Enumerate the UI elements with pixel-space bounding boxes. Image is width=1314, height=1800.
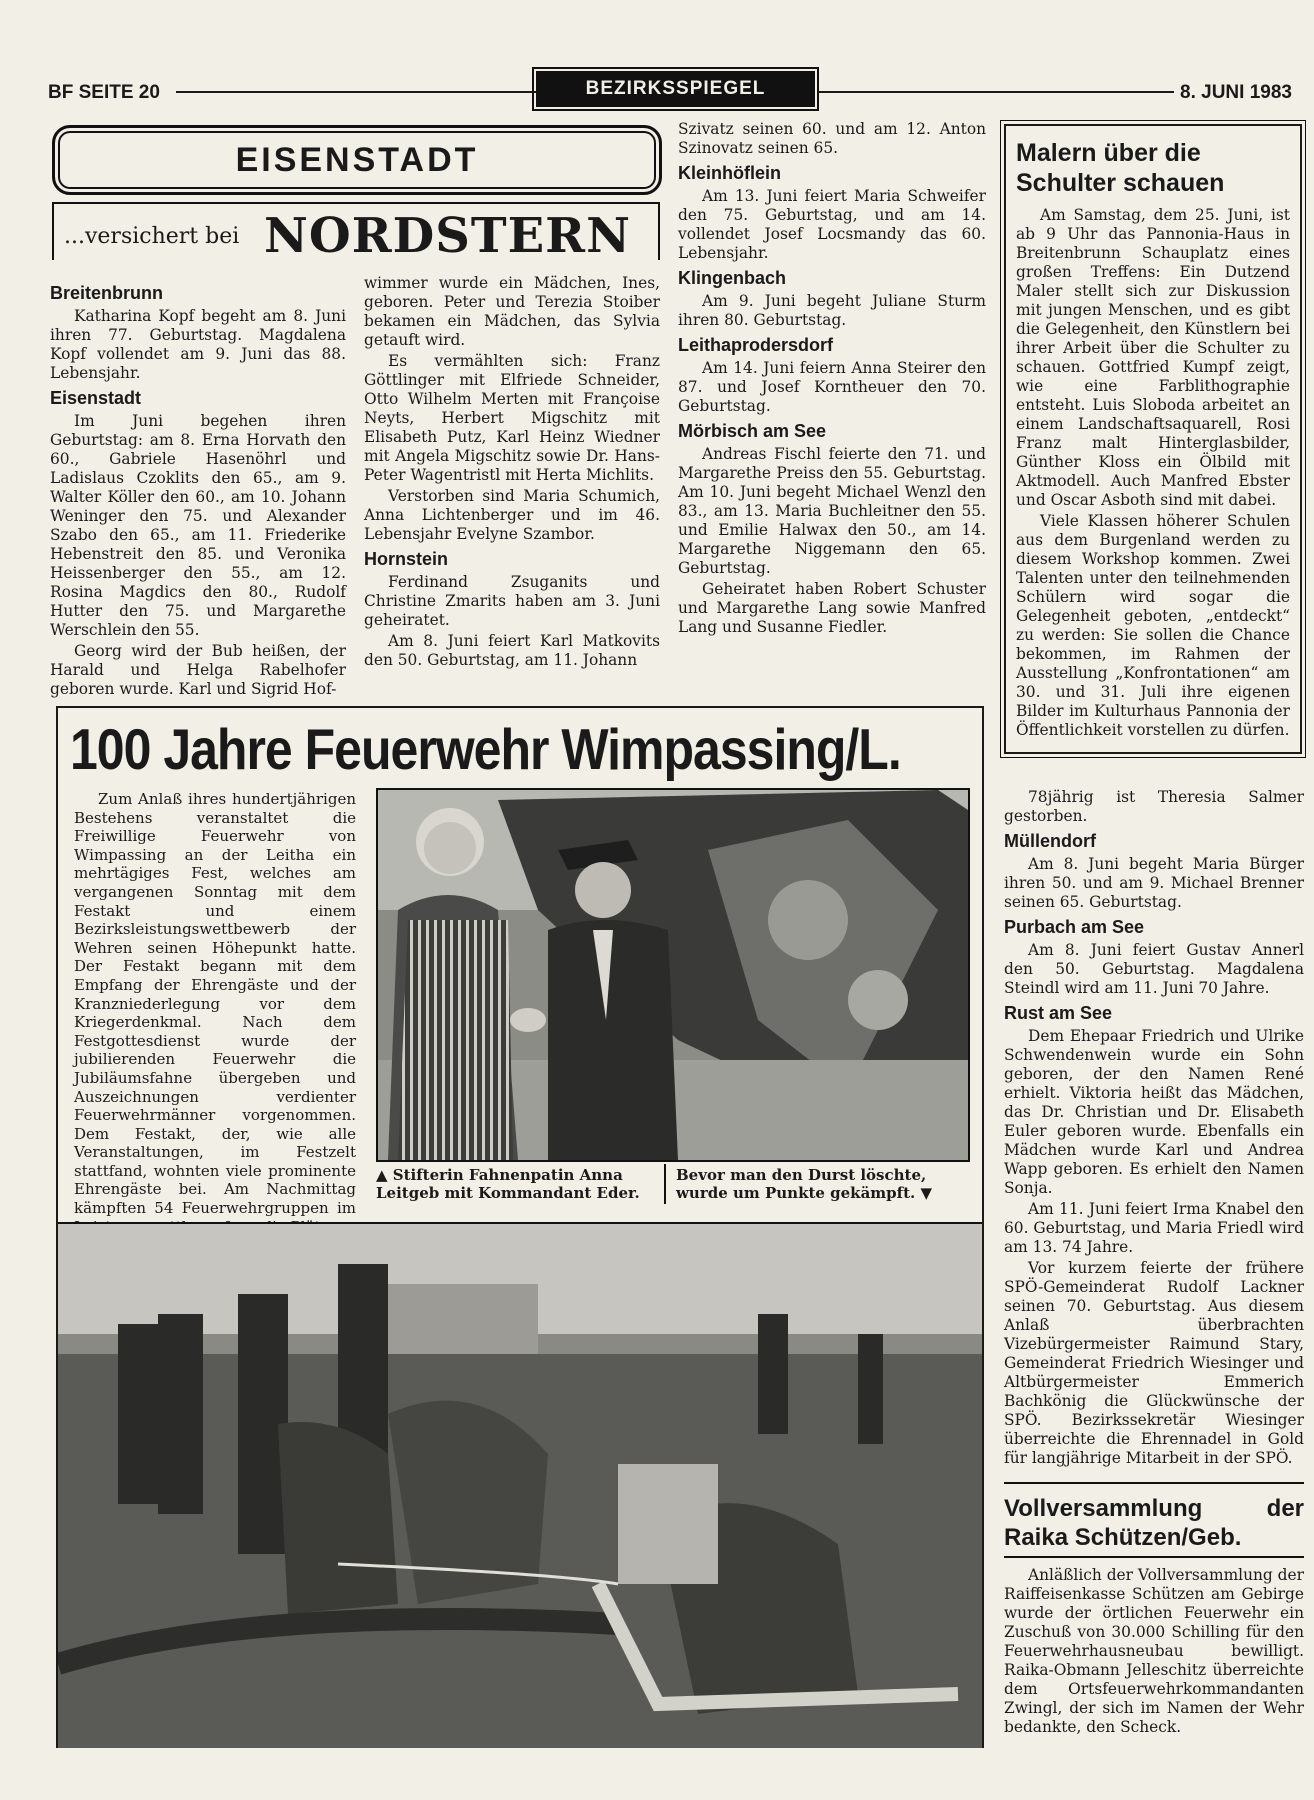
feature-headline: 100 Jahre Feuerwehr Wimpassing/L. (70, 717, 901, 782)
caption-competition: Bevor man den Durst löschte, wurde um Punkte gekämpft. ▼ (676, 1166, 933, 1202)
sidebar-title: Malern über die Schulter schauen (1016, 139, 1225, 197)
photo-competition-image (58, 1224, 982, 1748)
paragraph: Am 8. Juni begeht Maria Bürger ihren 50. und am 9. Michael Brenner seinen 65. Geburtstag. (1004, 855, 1304, 911)
feature-body: Zum Anlaß ihres hundertjährigen Bestehens veranstaltet die Freiwillige Feuerwehr von Wimpassing an der Leitha ein mehrtägiges Fest, welches am vergangenen Sonntag mit dem Festakt und einem Bezirksleistungswettbewerb der Wehren seinen Höhepunkt hatte. Der Festakt begann mit dem Empfang der Ehrengäste und der Kranzniederlegung vor dem Kriegerdenkmal. Nach dem Festgottesdienst wurde der jubilierenden Feuerwehr die Jubiläumsfahne übergeben und Auszeichnungen verdienter Feuerwehrmänner vorgenommen. Dem Festakt, der, wie alle Veranstaltungen, im Festzelt stattfand, wohnten viele prominente Ehrengäste bei. Am Nachmittag kämpften 54 Feuerwehrgruppen im (74, 790, 356, 1218)
section-title-raika: Vollversammlung der Raika Schützen/Geb. (1004, 1495, 1304, 1551)
page-number: BF SEITE 20 (48, 82, 160, 103)
section-banner: BEZIRKSSPIEGEL (536, 71, 815, 107)
header-rule-left (176, 91, 536, 93)
paragraph: 78jährig ist Theresia Salmer gestorben. (1004, 788, 1304, 825)
paragraph: Szivatz seinen 60. und am 12. Anton Szinovatz seinen 65. (678, 120, 986, 157)
divider (1004, 1482, 1304, 1484)
section-title-eisenstadt: Eisenstadt (50, 388, 142, 408)
paragraph: Ferdinand Zsuganits und Christine Zmarits haben am 3. Juni geheiratet. (364, 573, 660, 629)
paragraph: Vor kurzem feierte der frühere SPÖ-Gemeinderat Rudolf Lackner seinen 70. Geburtstag. Aus diesem Anlaß überbrachten Vizebürgermeister Raimund Stary, Gemeinderat Friedrich Wiesinger und Altbürgermeister Emmerich Bachkönig die Glückwünsche der SPÖ. Bezirkssekretär Wiesinger überreichte die Ehrennadel in Gold für langjährige Mitarbeit in der SPÖ. (1004, 1259, 1304, 1467)
header-rule-right (818, 91, 1174, 93)
section-title-leithaprodersdorf: Leithaprodersdorf (678, 335, 834, 355)
paragraph: Am 8. Juni feiert Gustav Annerl den 50. Geburtstag. Magdalena Steindl wird am 11. Juni 70 Jahre. (1004, 941, 1304, 997)
photo-flag-ceremony (376, 788, 970, 1162)
column-3 (678, 120, 986, 639)
right-column (1004, 788, 1304, 1739)
masthead-title: EISENSTADT (52, 125, 662, 195)
section-title-breitenbrunn: Breitenbrunn (50, 283, 164, 303)
paragraph: Am Samstag, dem 25. Juni, ist ab 9 Uhr das Pannonia-Haus in Breitenbrunn Schauplatz eines großen Treffens: Ein Dutzend Maler stellt sich zur Diskussion mit jungen Menschen, und es gibt die Gelegenheit, den Künstlern bei ihrer Arbeit über die Schulter zu schauen. Gottfried Kumpf zeigt, wie eine Farblithographie entsteht. Luis Sloboda arbeitet an einem Landschaftsaquarell, Rosi Franz malt Hinterglasbilder, Günther Kloss ein Ölbild mit Aktmodell. Auch Manfred Ebster und Oscar Asboth sind mit dabei. (1016, 206, 1290, 509)
caption-divider (664, 1164, 666, 1204)
sidebar-box (1004, 124, 1302, 754)
feature-body-column (74, 790, 356, 1238)
paragraph: Anläßlich der Vollversammlung der Raiffeisenkasse Schützen am Gebirge wurde der örtlichen Feuerwehr ein Zuschuß von 30.000 Schilling für den Feuerwehrhausneubau bewilligt. Raika-Obmann Jelleschitz überreichte dem Ortsfeuerwehrkommandanten Zwingl, der sich im Namen der Wehr bedankte, den Scheck. (1004, 1566, 1304, 1736)
paragraph: Im Juni begehen ihren Geburtstag: am 8. Erna Horvath den 60., Gabriele Hasenöhrl und Ladislaus Czoklits den 65., am 9. Walter Köller den 60., am 10. Johann Weninger den 75. und Alexander Szabo den 65., am 11. Friederike Hebenstreit den 85. und Veronika Heissenberger den 55., am 12. Rosina Magdics den 80., Rudolf Hutter den 75. und Margarethe Werschlein den 55. (50, 412, 346, 639)
section-title-moerbisch: Mörbisch am See (678, 421, 827, 441)
paragraph: Viele Klassen höherer Schulen aus dem Burgenland werden zu diesem Workshop kommen. Zwei Talenten unter den teilnehmenden Schülern wird sogar die Gelegenheit geboten, „entdeckt“ zu werden: Sie sollen die Chance bekommen, im Rahmen der Ausstellung „Konfrontationen“ am 30. und 31. Juli ihre eigenen Bilder im Kulturhaus Pannonia der Öffentlichkeit vorstellen zu dürfen. (1016, 512, 1290, 739)
insurance-ad (52, 202, 660, 264)
paragraph: Am 11. Juni feiert Irma Knabel den 60. Geburtstag, und Maria Friedl wird am 13. 74 Jahre. (1004, 1200, 1304, 1256)
paragraph: Verstorben sind Maria Schumich, Anna Lichtenberger und im 46. Lebensjahr Evelyne Szambor. (364, 487, 660, 543)
photo-flag-ceremony-image (378, 790, 968, 1160)
section-title-hornstein: Hornstein (364, 549, 449, 569)
paragraph: Am 9. Juni begeht Juliane Sturm ihren 80. Geburtstag. (678, 292, 986, 329)
paragraph: wimmer wurde ein Mädchen, Ines, geboren. Peter und Terezia Stoiber bekamen ein Mädchen, das Sylvia getauft wird. (364, 274, 660, 349)
section-title-rust: Rust am See (1004, 1003, 1113, 1023)
divider (1004, 1556, 1304, 1558)
photo-competition (58, 1222, 982, 1748)
paragraph: Andreas Fischl feierte den 71. und Margarethe Preiss den 55. Geburtstag. Am 10. Juni begeht Michael Wenzl den 83., am 13. Maria Buchleitner den 55. und Emilie Halwax den 50., am 14. Margarethe Niggemann den 65. Geburtstag. (678, 445, 986, 577)
section-title-purbach: Purbach am See (1004, 917, 1145, 937)
caption-flag-ceremony: ▲ Stifterin Fahnenpatin Anna Leitgeb mit Kommandant Eder. (376, 1166, 640, 1202)
page-date: 8. JUNI 1983 (1180, 82, 1292, 103)
paragraph: Georg wird der Bub heißen, der Harald und Helga Rabelhofer geboren wurde. Karl und Sigrid Hof- (50, 642, 346, 698)
paragraph: Es vermählten sich: Franz Göttlinger mit Elfriede Schneider, Otto Wilhelm Merten mit Françoise Neyts, Herbert Migschitz mit Elisabeth Putz, Karl Heinz Wiedner mit Angela Migschitz sowie Dr. Hans-Peter Wagentristl mit Herta Michlits. (364, 352, 660, 484)
paragraph: Katharina Kopf begeht am 8. Juni ihren 77. Geburtstag. Magdalena Kopf vollendet am 9. Juni das 88. Lebensjahr. (50, 307, 346, 382)
paragraph: Geheiratet haben Robert Schuster und Margarethe Lang sowie Manfred Lang und Susanne Fiedler. (678, 580, 986, 636)
paragraph: Dem Ehepaar Friedrich und Ulrike Schwendenwein wurde ein Sohn geboren, der den Namen René erhielt. Viktoria heißt das Mädchen, das Dr. Christian und Dr. Elisabeth Euler geboren wurde. Ebenfalls ein Mädchen wurde Karl und Andrea Wapp geboren. Es erhielt den Namen Sonja. (1004, 1027, 1304, 1197)
column-1 (50, 278, 346, 701)
section-title-muellendorf: Müllendorf (1004, 831, 1096, 851)
paragraph: Am 13. Juni feiert Maria Schweifer den 75. Geburtstag, und am 14. vollendet Josef Locsmandy das 60. Lebensjahr. (678, 187, 986, 262)
paragraph: Am 14. Juni feiern Anna Steirer den 87. und Josef Korntheuer den 70. Geburtstag. (678, 359, 986, 415)
ad-tagline: ...versichert bei (64, 224, 240, 249)
section-title-klingenbach: Klingenbach (678, 268, 787, 288)
ad-brand: NORDSTERN (264, 208, 631, 264)
column-2 (364, 274, 660, 672)
paragraph: Am 8. Juni feiert Karl Matkovits den 50. Geburtstag, am 11. Johann (364, 632, 660, 669)
section-title-kleinhoeflein: Kleinhöflein (678, 163, 781, 183)
